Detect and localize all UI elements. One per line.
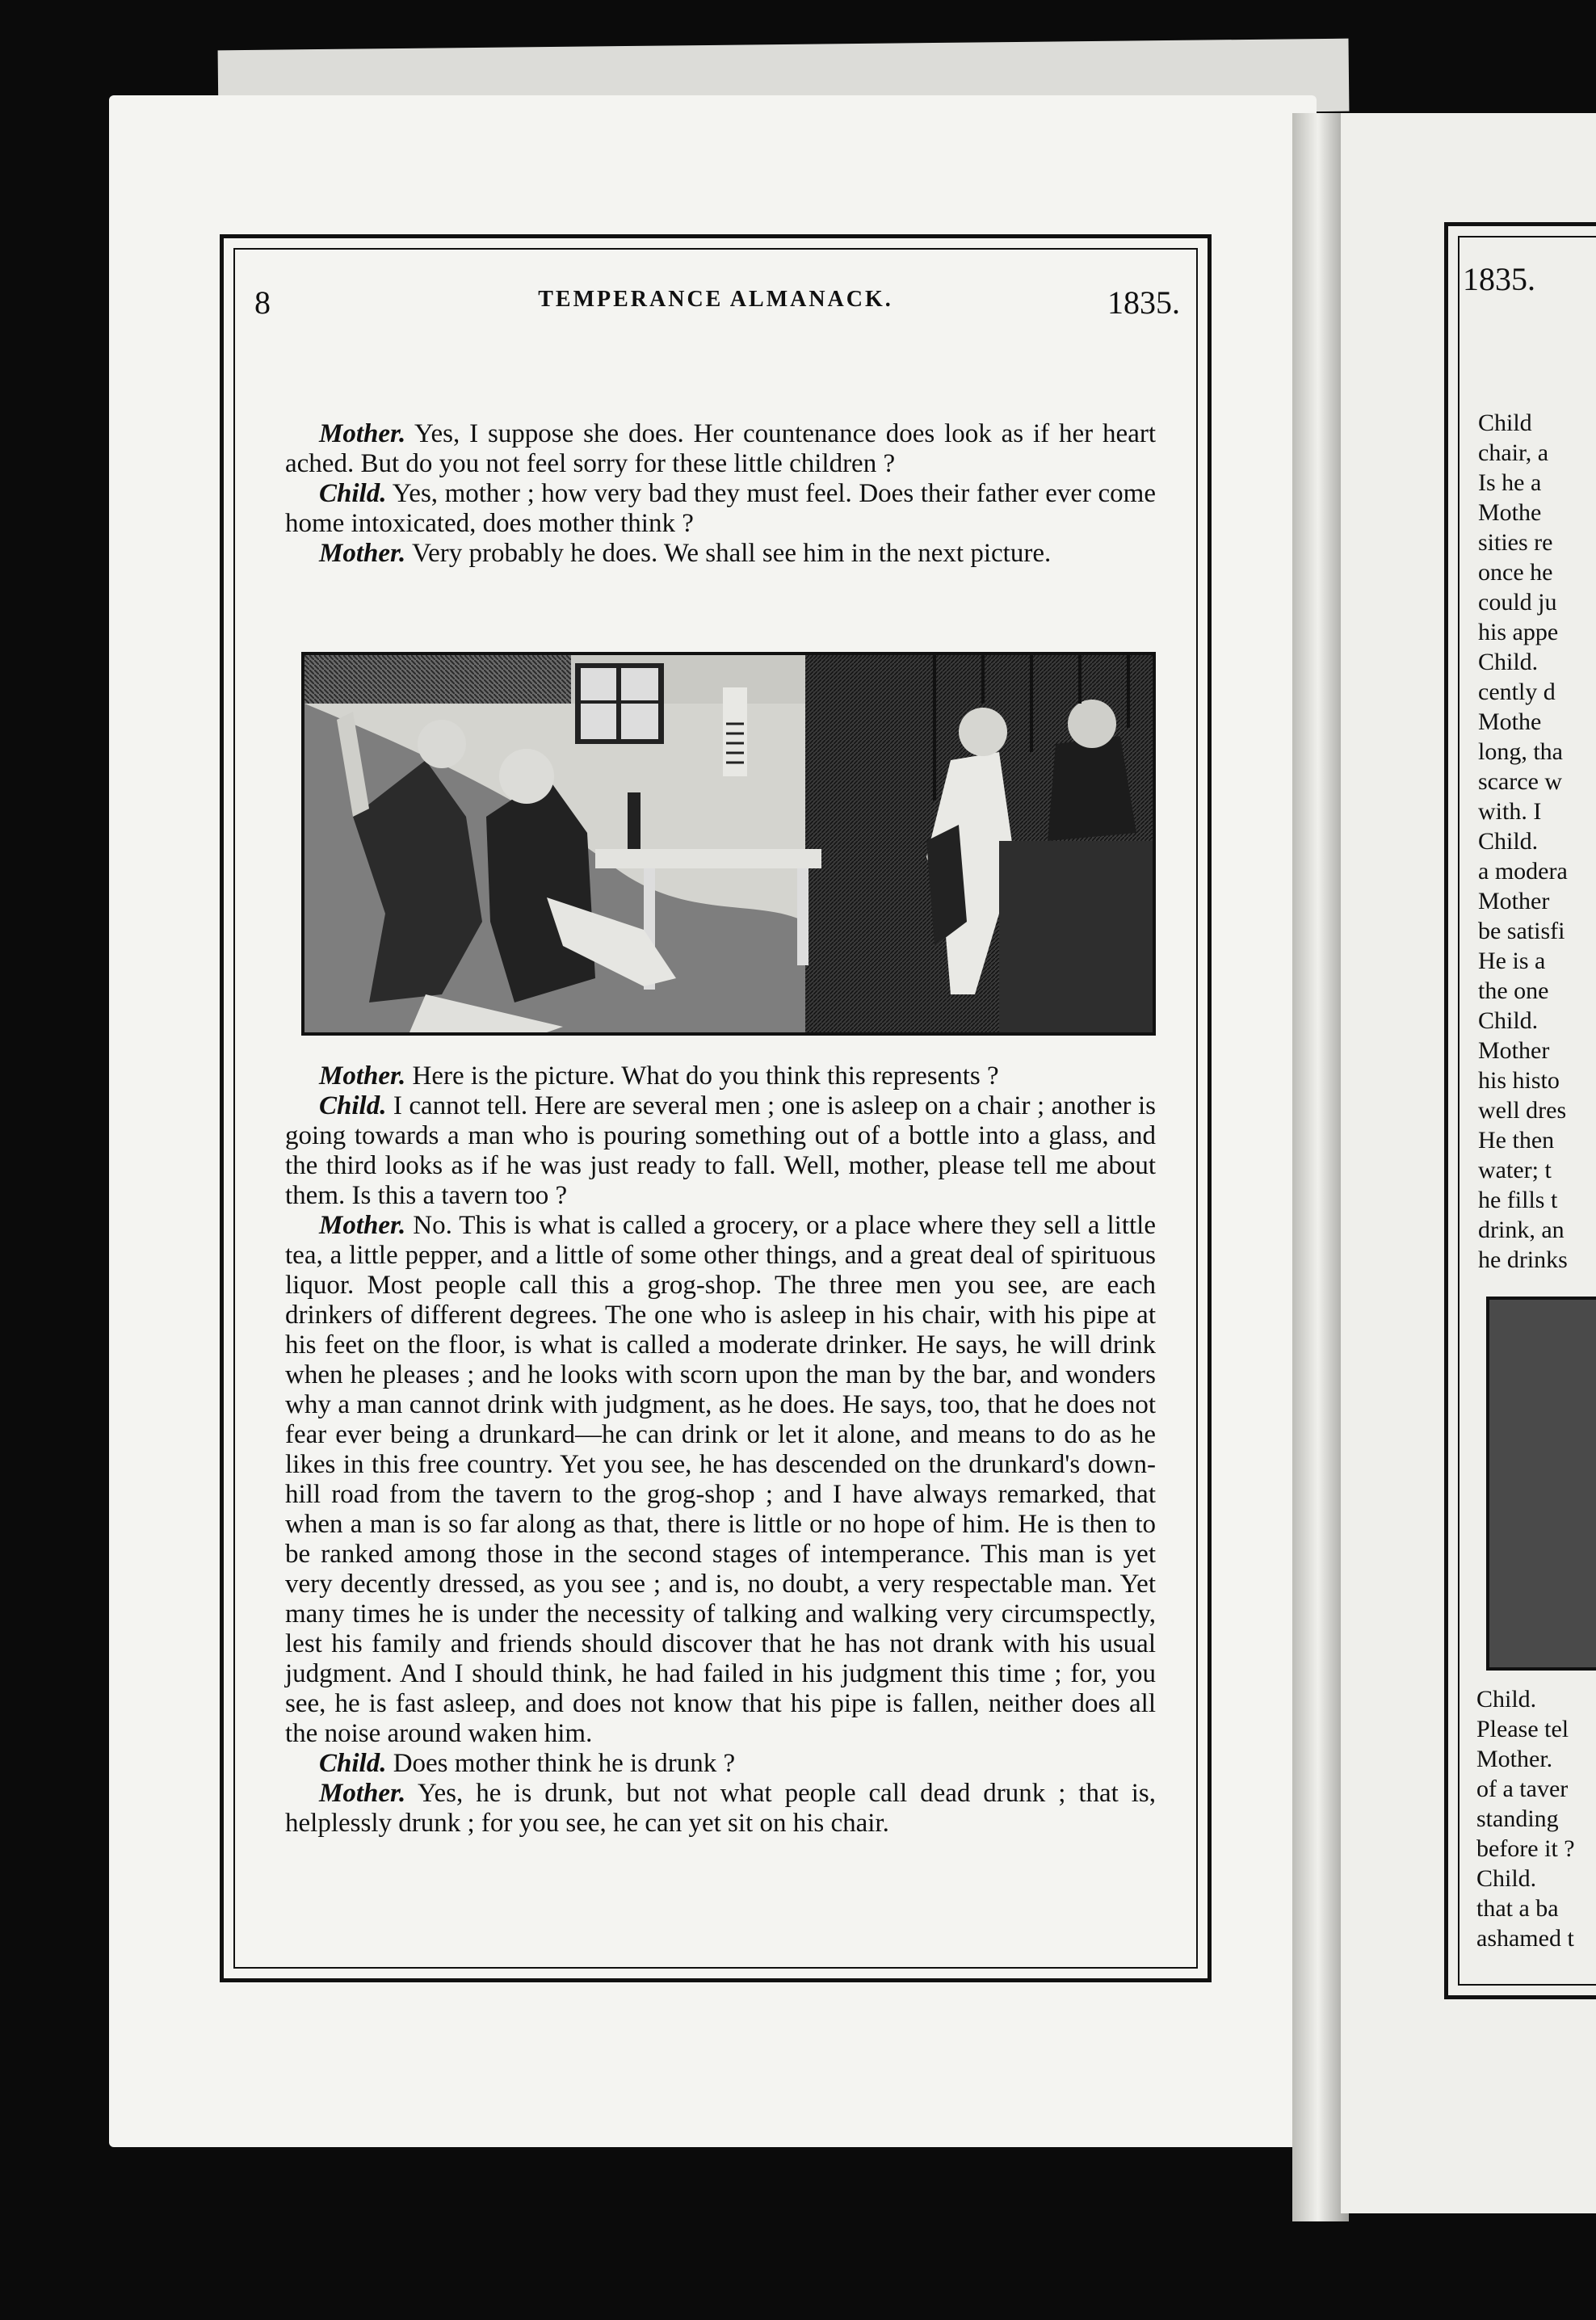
text-line: that a ba (1476, 1895, 1559, 1922)
text-line: once he (1478, 559, 1553, 586)
dialogue-paragraph (285, 539, 1156, 569)
facing-page-text-top (1478, 408, 1596, 1275)
facing-page-year: 1835. (1463, 261, 1535, 297)
text-line: Mothe (1478, 499, 1542, 526)
speaker: Mother. (319, 1211, 406, 1240)
dialogue-paragraph (285, 419, 1156, 479)
dialogue-paragraph (285, 1749, 1156, 1779)
speech: Yes, I suppose she does. Her countenance does look as if her heart ached. But do you not feel sorry for these little children ? (285, 419, 1156, 478)
text-line: sities re (1478, 529, 1553, 556)
dialogue-paragraph (285, 1779, 1156, 1839)
text-line: Child. (1478, 1007, 1539, 1034)
speaker: Mother. (319, 1061, 406, 1091)
dialogue-paragraph (285, 1091, 1156, 1211)
page-number: 8 (254, 284, 271, 321)
dialogue-paragraph (285, 1211, 1156, 1749)
speaker: Child. (319, 1749, 387, 1778)
text-line: Child. (1476, 1865, 1537, 1892)
almanac-title: TEMPERANCE ALMANACK. (538, 287, 893, 312)
text-line: Is he a (1478, 469, 1542, 496)
woodcut-illustration (304, 655, 1153, 1032)
speaker: Mother. (319, 419, 406, 448)
text-line: Mother (1478, 888, 1550, 914)
text-line: ashamed t (1476, 1925, 1574, 1952)
speaker: Child. (319, 1091, 387, 1120)
speech: I cannot tell. Here are several men ; one is asleep on a chair ; another is going towards a man who is pouring something out of a bottle into a glass, and the third looks as if he was just ready to fall. Well, mother, please tell me about them. Is this a tavern too ? (285, 1091, 1156, 1210)
text-line: Mothe (1478, 708, 1542, 735)
text-line: well dres (1478, 1097, 1567, 1124)
passage-after-cut (285, 1061, 1156, 1839)
speech: No. This is what is called a grocery, or a place where they sell a little tea, a little pepper, and a little of some other things, and a great deal of spirituous liquor. Most people call this a grog-shop. The three men you see, are each drinkers of different degrees. The one who is asleep in his chair, with his pipe at his feet on the floor, is what is called a moderate drinker. He says, he will drink when he pleases ; and he looks with scorn upon the man by the bar, and wonders why a man cannot drink with judgment, as he does. He says, too, that he does not fear ever being a drunkard—he can drink or let it alone, and means to do as he likes in this free country. Yet you see, he has descended on the drunkard's down-hill road from the tavern to the grog-shop ; and I have always remarked, that when a man is so far along as that, there is little or no hope of him. He is then to be ranked among those in the second stages of intemperance. This man is yet very decently dressed, as you see ; and is, no doubt, a very respectable man. Yet many times he is under the necessity of talking and walking very circumspectly, lest his family and friends should discover that he has not drank with his usual judgment. And I should think, he had failed in his judgment this time ; for, you see, he is fast asleep, and does not know that his pipe is fallen, neither does all the noise around waken him. (285, 1211, 1156, 1748)
text-line: the one (1478, 977, 1549, 1004)
text-line: Mother. (1476, 1746, 1553, 1772)
grog-shop-woodcut (301, 652, 1156, 1036)
passage-before-cut (285, 419, 1156, 569)
speech: Here is the picture. What do you think this represents ? (405, 1061, 999, 1091)
text-line: Please tel (1476, 1716, 1569, 1742)
text-line: long, tha (1478, 738, 1563, 765)
text-line: before it ? (1476, 1835, 1575, 1862)
dialogue-paragraph (285, 479, 1156, 539)
text-line: drink, an (1478, 1217, 1564, 1243)
running-head (235, 284, 1196, 335)
text-line: Mother (1478, 1037, 1550, 1064)
text-line: Child (1478, 410, 1532, 436)
speaker: Mother. (319, 539, 406, 568)
year: 1835. (1107, 284, 1180, 321)
facing-page-woodcut (1486, 1297, 1596, 1671)
text-line: He is a (1478, 948, 1546, 974)
text-line: scarce w (1478, 768, 1563, 795)
text-line: be satisfi (1478, 918, 1565, 944)
page-frame-inner (233, 248, 1198, 1969)
speech: Does mother think he is drunk ? (386, 1749, 736, 1778)
text-line: his appe (1478, 619, 1559, 645)
text-line: He then (1478, 1127, 1555, 1154)
text-line: could ju (1478, 589, 1557, 616)
dialogue-paragraph (285, 1061, 1156, 1091)
text-line: he fills t (1478, 1187, 1558, 1213)
text-line: Child. (1476, 1686, 1537, 1713)
facing-page-text-bottom (1476, 1684, 1596, 1953)
page-frame (220, 234, 1212, 1982)
text-line: a modera (1478, 858, 1568, 885)
text-line: cently d (1478, 679, 1556, 705)
speaker: Child. (319, 479, 387, 508)
text-line: Child. (1478, 649, 1539, 675)
speaker: Mother. (319, 1779, 406, 1808)
text-line: chair, a (1478, 439, 1549, 466)
speech: Yes, he is drunk, but not what people call dead drunk ; that is, helplessly drunk ; for you see, he can yet sit on his chair. (285, 1779, 1156, 1838)
text-line: Child. (1478, 828, 1539, 855)
speech: Very probably he does. We shall see him in the next picture. (405, 539, 1052, 568)
text-line: water; t (1478, 1157, 1552, 1183)
text-line: he drinks (1478, 1246, 1568, 1273)
text-line: of a taver (1476, 1776, 1569, 1802)
speech: Yes, mother ; how very bad they must feel. Does their father ever come home intoxicated, does mother think ? (285, 479, 1156, 538)
text-line: with. I (1478, 798, 1542, 825)
text-line: his histo (1478, 1067, 1560, 1094)
text-line: standing (1476, 1805, 1559, 1832)
